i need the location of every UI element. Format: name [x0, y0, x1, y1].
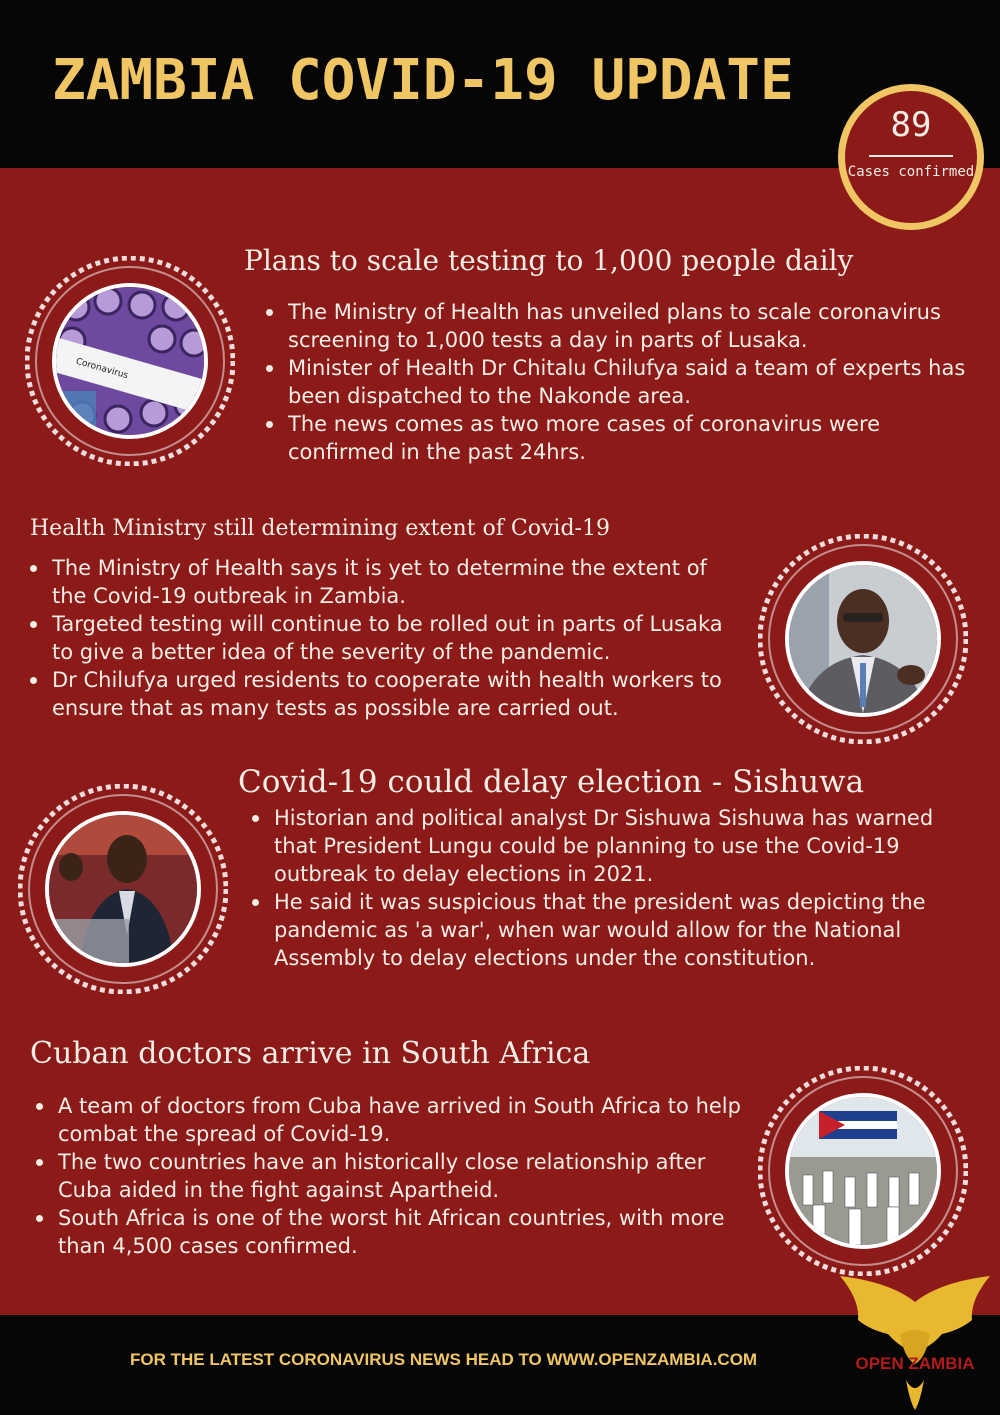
cases-count: 89 — [890, 105, 932, 145]
test-tube-label: Coronavirus — [74, 356, 130, 382]
list-item: South Africa is one of the worst hit African countries, with more than 4,500 cases confirmed. — [28, 1204, 748, 1260]
photo-frame-testing — [25, 256, 235, 466]
coronavirus-test-tubes-photo — [52, 283, 208, 439]
cases-divider — [869, 155, 953, 157]
list-item: The Ministry of Health says it is yet to determine the extent of the Covid-19 outbreak in Zambia. — [22, 554, 742, 610]
cuban-doctors-photo — [785, 1093, 941, 1249]
photo-frame-minister — [758, 534, 968, 744]
section-heading-extent: Health Ministry still determining extent of Covid-19 — [30, 516, 610, 541]
bullets-extent — [22, 554, 742, 722]
cases-badge — [838, 84, 984, 230]
photo-frame-cuban-doctors — [758, 1066, 968, 1276]
eagle-logo-icon — [830, 1272, 1000, 1415]
list-item: He said it was suspicious that the president was depicting the pandemic as 'a war', when war would allow for the National Assembly to delay elections under the constitution. — [244, 888, 974, 972]
minister-photo — [785, 561, 941, 717]
section-heading-cuban-doctors: Cuban doctors arrive in South Africa — [30, 1036, 591, 1071]
list-item: Targeted testing will continue to be rolled out in parts of Lusaka to give a better idea of the severity of the pandemic. — [22, 610, 742, 666]
list-item: The news comes as two more cases of coronavirus were confirmed in the past 24hrs. — [258, 410, 978, 466]
section-heading-testing: Plans to scale testing to 1,000 people daily — [244, 244, 854, 277]
bullets-cuban-doctors — [28, 1092, 748, 1260]
bullets-election — [244, 804, 974, 972]
bullets-testing — [258, 298, 978, 466]
list-item: Minister of Health Dr Chitalu Chilufya said a team of experts has been dispatched to the Nakonde area. — [258, 354, 978, 410]
list-item: Dr Chilufya urged residents to cooperate with health workers to ensure that as many tests as possible are carried out. — [22, 666, 742, 722]
footer-link-text: FOR THE LATEST CORONAVIRUS NEWS HEAD TO WWW.OPENZAMBIA.COM — [130, 1350, 758, 1369]
page-title: ZAMBIA COVID-19 UPDATE — [52, 48, 794, 113]
section-heading-election: Covid-19 could delay election - Sishuwa — [238, 764, 865, 800]
cases-label: Cases confirmed — [847, 164, 975, 180]
list-item: A team of doctors from Cuba have arrived in South Africa to help combat the spread of Covid-19. — [28, 1092, 748, 1148]
list-item: The Ministry of Health has unveiled plans to scale coronavirus screening to 1,000 tests a day in parts of Lusaka. — [258, 298, 978, 354]
brand-logo — [830, 1272, 1000, 1415]
brand-name: OPEN ZAMBIA — [855, 1354, 975, 1373]
president-photo — [45, 811, 201, 967]
photo-frame-president — [18, 784, 228, 994]
list-item: The two countries have an historically close relationship after Cuba aided in the fight against Apartheid. — [28, 1148, 748, 1204]
list-item: Historian and political analyst Dr Sishuwa Sishuwa has warned that President Lungu could be planning to use the Covid-19 outbreak to delay elections in 2021. — [244, 804, 974, 888]
